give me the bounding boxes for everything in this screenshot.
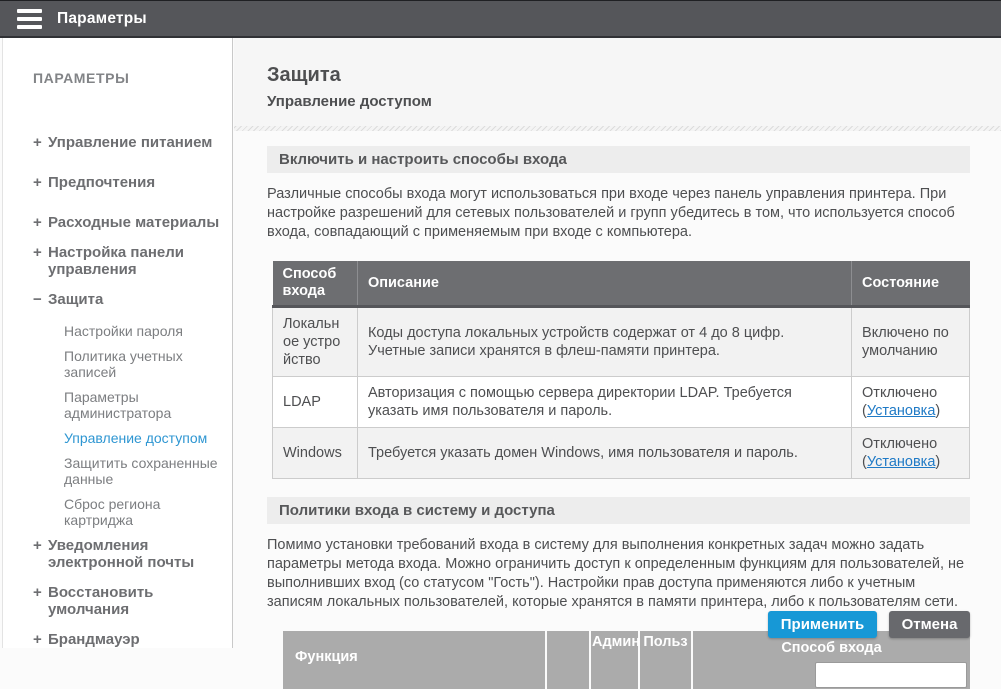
- section1-description: Различные способы входа могут использоваться при входе через панель управления принтера. При настройке разрешений для сетевых пользователей и групп убедитесь в том, что используется способ входа, совпадающий с применяемым при входе с компьютера.: [267, 186, 955, 240]
- sidebar-subitem-account-policy[interactable]: Политика учетных записей: [64, 348, 183, 380]
- status-text: Отключено: [862, 436, 938, 452]
- permissions-table: [283, 631, 970, 689]
- section-header-login-methods: Включить и настроить способы входа: [267, 146, 970, 173]
- sidebar-item-label: Предпочтения: [48, 174, 156, 191]
- col-header-narrow: [546, 631, 590, 689]
- sidebar-item-restore-defaults[interactable]: [33, 584, 224, 618]
- section2-description: Помимо установки требований входа в систему для выполнения конкретных задач можно задать параметры метода входа. Можно ограничить доступ к определенным функциям для пользователей, не выполнивших вход (со статусом "Гость"). Настройки прав доступа применяются либо к учетным записям локальных пользователей, которые хранятся в памяти принтера, либо к пользователям сети.: [267, 537, 965, 610]
- paren: (: [862, 403, 867, 419]
- method-cell: LDAP: [273, 377, 358, 428]
- sidebar-item-email-alerts[interactable]: [33, 537, 224, 571]
- method-cell: Windows: [273, 428, 358, 479]
- setup-link[interactable]: Установка: [866, 454, 936, 470]
- sidebar-heading: ПАРАМЕТРЫ: [33, 70, 130, 86]
- method-cell: Локальное устройство: [273, 307, 358, 377]
- app-title: Параметры: [57, 9, 147, 27]
- expand-plus-icon: +: [33, 631, 42, 648]
- sidebar-subitem-password-settings[interactable]: Настройки пароля: [64, 323, 183, 339]
- status-cell: [852, 377, 970, 428]
- expand-plus-icon: +: [33, 214, 42, 231]
- main-content: [234, 38, 1001, 665]
- col-header-method: Способ входа: [273, 261, 358, 307]
- hamburger-icon[interactable]: [17, 9, 42, 29]
- table-header-row: [273, 261, 970, 307]
- col-header-login-method: [692, 631, 970, 689]
- table-row-windows: [273, 428, 970, 479]
- col-header-status: Состояние: [852, 261, 970, 307]
- status-cell: [852, 428, 970, 479]
- sidebar-item-label: Восстановить умолчания: [48, 584, 154, 618]
- paren: ): [935, 403, 941, 419]
- sidebar-item-label: Расходные материалы: [48, 214, 220, 231]
- apply-button[interactable]: Применить: [768, 611, 877, 638]
- sidebar-item-supplies[interactable]: [33, 214, 224, 231]
- sidebar-subitem-access-control[interactable]: Управление доступом: [64, 430, 208, 446]
- top-bar: [0, 0, 1001, 38]
- col-header-description: Описание: [357, 261, 851, 307]
- permissions-header-row: [283, 631, 970, 689]
- login-method-dropdown[interactable]: [815, 662, 967, 688]
- login-methods-table: [272, 261, 970, 479]
- expand-plus-icon: +: [33, 537, 42, 554]
- sidebar-item-power-management[interactable]: [33, 134, 224, 151]
- setup-link[interactable]: Установка: [866, 403, 936, 419]
- col-header-admin: Админ: [590, 631, 639, 689]
- col-header-login-method-label: Способ входа: [781, 640, 882, 656]
- table-row-ldap: [273, 377, 970, 428]
- sidebar-item-control-panel-setup[interactable]: [33, 244, 224, 278]
- sidebar-item-label: Защита: [48, 291, 104, 308]
- section-header-login-policies: Политики входа в систему и доступа: [267, 497, 970, 524]
- expand-plus-icon: +: [33, 174, 42, 191]
- col-header-function: Функция: [283, 631, 546, 689]
- sidebar-subitem-admin-settings[interactable]: Параметры администратора: [64, 389, 172, 421]
- sidebar-item-firewall[interactable]: [33, 631, 224, 648]
- sidebar-item-label: Настройка панели управления: [48, 244, 184, 278]
- col-header-user: Польз: [639, 631, 692, 689]
- expand-plus-icon: +: [33, 134, 42, 151]
- collapse-minus-icon: −: [33, 291, 42, 308]
- sidebar-item-label: Брандмауэр: [48, 631, 140, 648]
- sidebar-subitem-cartridge-region-reset[interactable]: Сброс региона картриджа: [64, 496, 161, 528]
- paren: (: [862, 454, 867, 470]
- expand-plus-icon: +: [33, 244, 42, 261]
- sidebar-subitem-protect-stored-data[interactable]: Защитить сохраненные данные: [64, 455, 218, 487]
- expand-plus-icon: +: [33, 584, 42, 601]
- status-cell: Включено по умолчанию: [852, 307, 970, 377]
- sidebar: [2, 38, 233, 648]
- sidebar-item-label: Управление питанием: [48, 134, 213, 151]
- description-cell: Коды доступа локальных устройств содержат от 4 до 8 цифр. Учетные записи хранятся в флеш-памяти принтера.: [357, 307, 851, 377]
- cancel-button[interactable]: Отмена: [889, 611, 970, 638]
- page-title: Защита: [267, 64, 341, 86]
- description-cell: Требуется указать домен Windows, имя пользователя и пароль.: [357, 428, 851, 479]
- sidebar-item-preferences[interactable]: [33, 174, 224, 191]
- paren: ): [935, 454, 941, 470]
- page-subtitle: Управление доступом: [267, 93, 432, 110]
- description-cell: Авторизация с помощью сервера директории LDAP. Требуется указать имя пользователя и пароль.: [357, 377, 851, 428]
- page-header: [234, 38, 1001, 126]
- status-text: Отключено: [862, 385, 938, 401]
- sidebar-item-label: Уведомления электронной почты: [48, 537, 195, 571]
- sidebar-item-security[interactable]: [33, 291, 224, 528]
- table-row-local-device: [273, 307, 970, 377]
